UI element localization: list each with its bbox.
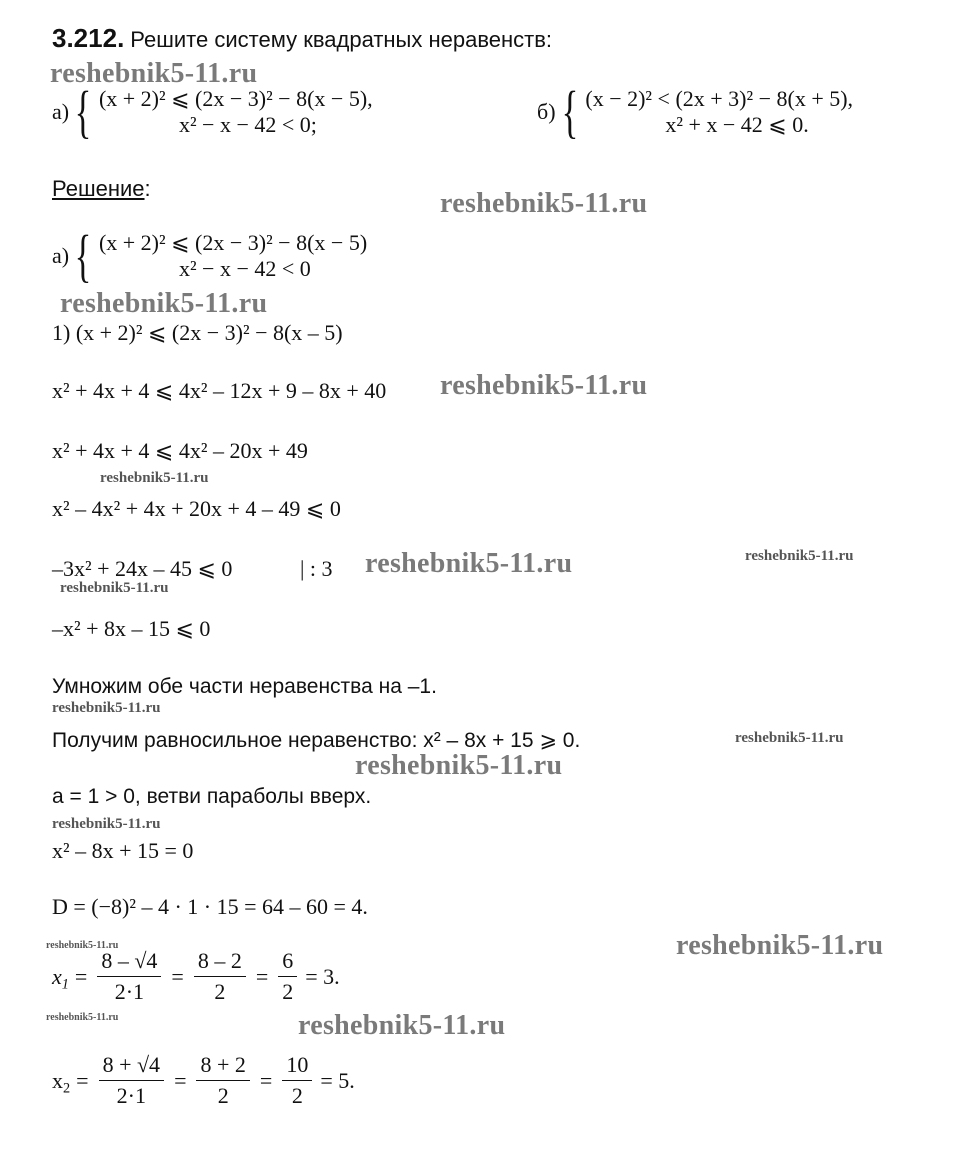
solution-sys-label: а)	[52, 243, 70, 268]
watermark: reshebnik5-11.ru	[745, 548, 854, 564]
step-5: –3x² + 24x – 45 ⩽ 0	[52, 556, 233, 581]
watermark: reshebnik5-11.ru	[52, 816, 161, 832]
solution-heading-colon: :	[144, 176, 151, 201]
step-4: x² – 4x² + 4x + 20x + 4 – 49 ⩽ 0	[52, 496, 341, 521]
x2-fraction-1: $\frac{8 + √4}{2\cdot 1}$	[99, 1052, 164, 1109]
watermark: reshebnik5-11.ru	[52, 700, 161, 716]
watermark: reshebnik5-11.ru	[46, 940, 119, 951]
x1-equals: =	[74, 963, 88, 989]
solution-sys-line1: (x + 2)² ⩽ (2x − 3)² − 8(x − 5)	[98, 230, 368, 255]
problem-number: 3.212.	[52, 23, 125, 53]
step-1: 1) (x + 2)² ⩽ (2x − 3)² − 8(x – 5)	[52, 320, 343, 345]
equation-quadratic: x² – 8x + 15 = 0	[52, 838, 194, 863]
part-b-system	[537, 79, 854, 144]
brace-icon: {	[74, 79, 92, 144]
step-6: –x² + 8x – 15 ⩽ 0	[52, 616, 211, 641]
x2-fraction-2: $\frac{8 + 2}{2}$	[196, 1052, 249, 1109]
root-x2: $x_2$ = $\frac{8 + √4}{2\cdot 1}$ = $\frac{8 + 2}{2}$ = $\frac{10}{2}$ = 5.	[52, 1052, 355, 1108]
part-a-line2: x² − x − 42 < 0;	[178, 112, 317, 137]
step-2: x² + 4x + 4 ⩽ 4x² – 12x + 9 – 8x + 40	[52, 378, 387, 403]
watermark: reshebnik5-11.ru	[735, 730, 844, 746]
watermark: reshebnik5-11.ru	[60, 288, 268, 319]
x1-result: = 3.	[305, 963, 340, 989]
text-equivalent: Получим равносильное неравенство: x² – 8x + 15 ⩾ 0.	[52, 729, 581, 752]
root-x1: $x_1$ = $\frac{8 - √4}{2\cdot 1}$ = $\frac{8 - 2}{2}$ = $\frac{6}{2}$ = 3.	[52, 948, 340, 1004]
watermark: reshebnik5-11.ru	[100, 470, 209, 486]
part-a-system	[52, 79, 373, 144]
x1-fraction-3: $\frac{6}{2}$	[278, 948, 297, 1005]
x1-fraction-1: $\frac{8 - √4}{2\cdot 1}$	[97, 948, 161, 1005]
solution-system	[52, 223, 368, 288]
watermark: reshebnik5-11.ru	[440, 370, 648, 401]
x1-fraction-2: $\frac{8 - 2}{2}$	[194, 948, 246, 1005]
text-parabola: a = 1 > 0, ветви параболы вверх.	[52, 785, 372, 808]
solution-heading-text: Решение	[52, 176, 145, 201]
solution-sys-line2: x² − x − 42 < 0	[178, 256, 311, 281]
part-a-line1: (x + 2)² ⩽ (2x − 3)² − 8(x − 5),	[98, 86, 373, 111]
text-multiply: Умножим обе части неравенства на –1.	[52, 675, 437, 698]
part-b-label: б)	[537, 99, 556, 124]
step-3: x² + 4x + 4 ⩽ 4x² – 20x + 49	[52, 438, 308, 463]
part-b-line1: (x − 2)² < (2x + 3)² − 8(x + 5),	[585, 86, 854, 111]
part-a-label: а)	[52, 99, 70, 124]
x2-equals: =	[76, 1067, 89, 1093]
problem-statement: Решите систему квадратных неравенств:	[130, 27, 553, 52]
watermark: reshebnik5-11.ru	[355, 750, 563, 781]
x1-lhs: $x_1$	[52, 963, 69, 992]
watermark: reshebnik5-11.ru	[676, 930, 884, 961]
watermark: reshebnik5-11.ru	[298, 1010, 506, 1041]
solution-heading	[52, 176, 151, 202]
step-5-divisor: | : 3	[300, 556, 333, 581]
x2-fraction-3: $\frac{10}{2}$	[282, 1052, 312, 1109]
brace-icon: {	[74, 223, 92, 288]
problem-header	[52, 24, 552, 54]
x2-result: = 5.	[320, 1067, 355, 1093]
watermark: reshebnik5-11.ru	[440, 188, 648, 219]
part-b-line2: x² + x − 42 ⩽ 0.	[665, 112, 809, 137]
watermark: reshebnik5-11.ru	[365, 548, 573, 579]
discriminant: D = (−8)² – 4 · 1 · 15 = 64 – 60 = 4.	[52, 894, 368, 919]
watermark: reshebnik5-11.ru	[46, 1012, 119, 1023]
brace-icon: {	[561, 79, 578, 144]
x2-lhs: $x_2$	[52, 1067, 71, 1096]
watermark: reshebnik5-11.ru	[50, 58, 258, 89]
watermark: reshebnik5-11.ru	[60, 580, 169, 596]
